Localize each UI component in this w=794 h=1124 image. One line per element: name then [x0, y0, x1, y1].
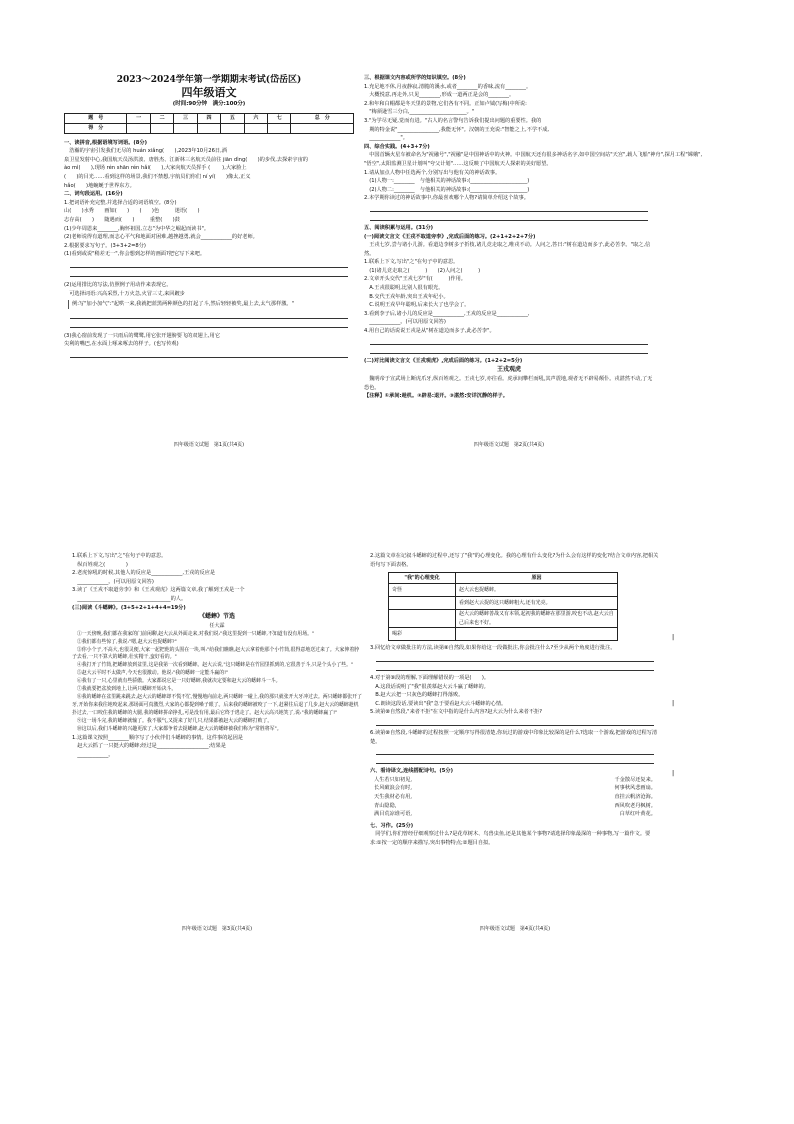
score-header-cell: 四 — [197, 113, 220, 123]
exam-page-3 — [72, 546, 362, 938]
subject-title: 四年级语文 — [181, 86, 237, 99]
text-line: 6.读第⑩自然段,斗蟋蟀的过程按照一定顺序写得很清楚,你玩过的游戏中印象比较深的是什么?选取一个游戏,把游戏的过程写清楚。 — [370, 729, 658, 745]
table-cell: 喝彩 — [389, 628, 456, 641]
table-header-cell: 原因 — [456, 573, 618, 584]
text-line: 2.文章开头交代"王戎七岁"有( )作用。 — [364, 276, 466, 283]
text-line: A.王戎很聪明,比别人很有眼光。 — [364, 285, 444, 292]
poem-line-left[interactable]: 长风破浪会有时, — [374, 785, 412, 792]
text-line: (二)对比阅读文言文《王戎观虎》,完成后面的练习。(1+2+2=5分) — [364, 357, 523, 364]
table-row — [389, 610, 618, 628]
text-line: "梅须逊雪三分白,______________________。" — [364, 109, 475, 116]
classical-title: 王戎观虎 — [496, 366, 521, 374]
poem-line-right[interactable]: 直挂云帆济沧海。 — [614, 793, 656, 800]
text-line: 2.老虎惊吼的时候,其他人的反应是____________,王戎的反应是 — [72, 570, 216, 577]
poem-line-right[interactable]: 千金散尽还复来。 — [614, 776, 656, 783]
answer-line — [376, 663, 654, 671]
score-header-cell: 五 — [221, 113, 244, 123]
text-line: ⑩这以后,我们斗蟋蟀的兴趣更浓了,大家都争着去捉蟋蟀,赵大云的蟋蟀被我们称为"常胜将军"。 — [72, 725, 282, 732]
poem-line-right[interactable]: 何事秋风悲画扇。 — [614, 785, 656, 792]
score-table — [64, 113, 354, 134]
page4-section-c — [370, 674, 660, 717]
text-line: ____________。 — [72, 751, 114, 758]
text-line: (1)少年周恩来________,胸怀祖国,立志"为中华之崛起而读书"。 — [64, 225, 210, 232]
page3-section-a — [72, 552, 362, 612]
page-footer: 四年级语文试题 第4页(共4页) — [479, 926, 551, 933]
score-header-cell: 六 — [244, 113, 267, 123]
text-line: (三)阅读《斗蟋蟀》。(3+5+2+1+4+4=19分) — [72, 604, 186, 611]
score-cell[interactable] — [268, 123, 291, 133]
text-line: 四、综合实践。(4+3+7分) — [364, 143, 430, 150]
exam-page-1 — [64, 62, 354, 454]
score-header-cell: 总 分 — [291, 113, 354, 123]
text-line: ____________________________________的人。 — [72, 595, 187, 602]
poem-matching — [374, 776, 656, 819]
text-line: 一、读拼音,根据语境写词语。(8分) — [64, 139, 147, 146]
text-line: 志存高( ) 随遇而( ) 重整( )鼓 — [64, 216, 180, 223]
text-line: 浩瀚的宇宙引发我们无尽的 huán xiǎng( ),2023年10月26日,酒 — [64, 148, 227, 155]
answer-line — [370, 204, 648, 212]
text-line: ①一天傍晚,我们都在我家的门前闲聊,赵大云从外面走来,对我们说:"我这里捉到一只蟋蟀,不知道有没有用场。" — [72, 630, 315, 637]
exam-page-2 — [364, 62, 703, 454]
answer-line — [376, 654, 654, 662]
text-line: 3.回忆给文章做批注的方法,读第⑧自然段,如果你给这一段做批注,你会批注什么?至少从两个角度进行批注。 — [370, 645, 616, 652]
time-info: (时间:90分钟 满分:100分) — [172, 101, 246, 107]
text-line: 2.本学期你读过的神话故事中,你最喜欢哪个人物?请简单介绍这个故事。 — [364, 195, 529, 202]
text-line: 3.读了《王戎不取道旁李》和《王戎观虎》这两篇文章,我了解到王戎是一个 — [72, 587, 245, 594]
poem-line-left[interactable]: 天生我材必有用, — [374, 793, 412, 800]
classical-note: 【注释】①承间:趁机。②辟易:退开。③湛然:安详沉静的样子。 — [364, 393, 508, 400]
text-line: C.说明王戎早年聪明,后来长大了也学会了。 — [364, 302, 470, 309]
binding-mark: | — [672, 770, 675, 777]
page4-section-e — [370, 767, 660, 776]
poem-line-left[interactable]: 满目荒凉谁可语, — [374, 811, 412, 818]
text-line: hǎo( )地蜿蜒于世界东方。 — [64, 182, 135, 189]
table-cell[interactable] — [389, 597, 456, 610]
example-text: 例:写"加小加气":"起哄一来,我就把蓝黑两种颜色的打起了斗,然后轻轻被奖,最上去,太气那样激。" — [68, 300, 350, 309]
story-author: 任大霖 — [209, 623, 225, 630]
score-row-label: 得 分 — [65, 123, 127, 133]
page2-section-b — [364, 224, 654, 336]
text-line: C.朗读这段话,要读出"我"急于要看赵大云斗蟋蟀的心情。 — [370, 700, 507, 707]
score-header-cell: 一 — [127, 113, 150, 123]
text-line: 二、词句段运用。(16分) — [64, 191, 123, 198]
text-line: 赵大云抓了一只挺大的蟋蟀;经过是____________________;结果是 — [72, 743, 226, 750]
text-line: (1)诸儿竞走取之( ) (2)人问之( ) — [364, 267, 481, 274]
answer-line — [70, 260, 348, 268]
text-line: (2)老师说得有道理,而志心平气和地面对困难,越挫越勇,就会____________的好老师。 — [64, 234, 258, 241]
exam-page-4 — [370, 546, 660, 938]
text-line: 纵百姓观之( ) — [72, 561, 128, 568]
text-line: "悟空",太阳监测卫星计划叫"夸父计划"……这反映了中国航天人探索的美好愿望。 — [364, 160, 552, 167]
text-line: 2.根据要求写句子。(3+3+2=8分) — [64, 242, 146, 249]
text-line: 三、根据课文内容或所学的知识填空。(8分) — [364, 75, 466, 81]
text-line: 泉卫星发射中心,我国航天员汤洪波、唐胜杰、江新林三名航天员前往 jiān dìng( )的步伐,去探索宇宙的 — [64, 156, 308, 163]
text-line: 可选择词语:兴高采烈,十万火急,火冒三丈,来回踱步 — [64, 290, 185, 297]
score-header-cell: 七 — [268, 113, 291, 123]
text-line: ____________。(可以用原文回答) — [364, 319, 446, 326]
story-title: 《蟋蟀》节选 — [198, 613, 235, 621]
text-line: 山( )水秀 画如( ) ( )色 迷语( ) — [64, 208, 216, 215]
text-line: ____________"。 — [364, 135, 408, 142]
text-line: ⑤赵大云平时不太做声,今天也很激动。他说:"我的蟋蟀一定能斗赢的!" — [72, 670, 229, 677]
score-header-cell: 题 号 — [65, 113, 127, 123]
text-line: 1.联系上下文,写出"之"在句子中的意思。 — [364, 259, 459, 266]
score-cell[interactable] — [174, 123, 197, 133]
answer-line — [370, 346, 648, 354]
poem-line-left[interactable]: 人生若只如初见, — [374, 776, 412, 783]
answer-line — [370, 213, 648, 221]
table-row — [389, 628, 618, 641]
text-line: A.这段话说明了"我"很羡慕赵大云斗赢了蟋蟀的。 — [370, 683, 489, 690]
page-footer: 四年级语文试题 第3页(共4页) — [181, 926, 253, 933]
text-line: 4.用自己的话说说王戎是从"树在道边而多子,此必苦李"。 — [364, 328, 495, 335]
text-line: ⑦我就要把盆放到地上,让两只蟋蟀开始决斗。 — [72, 686, 177, 693]
table-header-cell: "我"的心理变化 — [389, 573, 456, 584]
score-header-cell: 三 — [174, 113, 197, 123]
text-line: 王戎七岁,尝与诸小儿游。看道边李树多子折枝,诸儿竞走取之,唯戎不动。人问之,答曰:"树在道边而多子,此必苦李。"取之,信然。 — [364, 242, 651, 257]
table-row — [389, 597, 618, 610]
text-line: 3.看到李子后,诸小儿的反应是____________,王戎的反应是____________, — [364, 310, 530, 317]
answer-line — [70, 311, 348, 319]
page-footer: 四年级语文试题 第2页(共4页) — [473, 442, 545, 449]
text-line: B.交代王戎年龄,突出王戎年纪小。 — [364, 293, 449, 300]
text-line: 2.这篇文章在记叙斗蟋蟀的过程中,还写了"我"的心理变化。我的心理有什么变化?为什么会有这样的变化?结合文章内容,把相关语句写下面表格。 — [370, 553, 659, 568]
table-cell: 看到赵大云捉的这只蟋蟀粗大,还有光亮。 — [456, 597, 618, 610]
text-line: ⑥我有了一只,心里就有些骄傲。大家都说它是一只好蟋蟀,我就决定要和赵大云的蟋蟀斗一斗。 — [72, 678, 281, 685]
text-line: ⑧我的蟋蟀在盆里跳来跳去,赵大云的蟋蟀却不慌不忙,慢慢地向前走,两只蟋蟀一碰上,我的那只就张开大牙冲过去。两只蟋蟀都张开了牙,开始你来我往地咬起来,那场面可真激烈,大家的心都提到嗓子眼了。后来我的蟋蟀被咬了一下,赶紧往后退了几步,赵大云的蟋蟀趁机扑过去,一口咬住我的蟋蟀的大腿,我的蟋蟀拼命挣扎,可是没有用,最后它终于逃走了。赵大云高兴地笑了,说:"我的蟋蟀赢了!" — [72, 694, 362, 716]
page2-section-c — [364, 357, 654, 366]
score-cell[interactable] — [150, 123, 173, 133]
table-cell: 奇怪 — [389, 584, 456, 597]
page1-section-a — [64, 139, 354, 259]
score-cell[interactable] — [221, 123, 244, 133]
page1-section-c — [64, 332, 354, 349]
text-line: (1)人物一:________ 与他相关的神话故事:(______________________) — [364, 178, 530, 185]
score-cell[interactable] — [244, 123, 267, 133]
text-line: (2)运用排比的写法,仿照例子用动作来表现它。 — [64, 281, 172, 288]
poem-line-right[interactable]: 白草红叶黄花。 — [619, 811, 656, 818]
text-line: ào mì( ),现场 rén shān rén hǎi( ),大家向航天员挥手 ( ),大家脸上 — [64, 165, 247, 172]
score-header-cell: 二 — [150, 113, 173, 123]
text-line: 5.读第⑩自然段,"来者不拒"在文中指的是什么内容?赵大云为什么来者不拒? — [370, 709, 542, 716]
text-line: ⑨这一场斗完,我的蟋蟀就输了。我不服气,又捉来了好几只,结果都被赵大云的蟋蟀打败了。 — [72, 717, 273, 724]
text-line: 尖利的嘴巴,在水面上啄来啄去的样子。(也写传观) — [64, 341, 179, 348]
page2-section-a — [364, 74, 703, 203]
text-line: (一)阅读文言文《王戎不取道旁李》,完成后面的练习。(2+1+2+2+7分) — [364, 233, 536, 240]
text-line: 同学们,你们曾经仔细观察过什么?是花草树木、鸟兽虫鱼,还是其他某个事物?请选择印象最深的一种事物,写一篇作文。要求:①按一定的顺序来描写,突出事物特点;②题目自拟。 — [370, 831, 651, 846]
table-row — [389, 584, 618, 597]
poem-line-right[interactable]: 西风吹老丹枫树。 — [614, 802, 656, 809]
emotion-table — [388, 572, 618, 641]
text-line: 大概悦意,再走外,只见________,形成一道两正是会的________。 — [364, 92, 515, 99]
table-cell[interactable] — [456, 628, 618, 641]
text-line: 3."为学尽无疑,觉而有进。"古人的名言警句告诉我们提出问题的重要性。我的 — [364, 117, 542, 124]
table-cell: 赵大云的蟋蟀善战又有本领,起初我的蟋蟀在那里游,咬也不动,赵大云自己后来也不好。 — [456, 610, 618, 628]
text-line: 七、习作。(25分) — [370, 822, 414, 829]
table-cell[interactable] — [389, 610, 456, 628]
answer-line — [376, 747, 654, 755]
page4-section-a — [370, 552, 660, 569]
text-line: 1.把词语补充完整,并选择合适的词语填空。(8分) — [64, 199, 177, 206]
text-line: 1.充足地不休,月夜静寂,清脆的溪水,或者________的香味,流有________。 — [364, 83, 532, 90]
text-line: ____________。(可以用原文回答) — [72, 578, 154, 585]
text-line: (1)看到或说"稍差无一",你会想到怎样的画面?把它写下来吧。 — [64, 251, 206, 258]
classical-text: 魏明帝于宣武场上断虎爪牙,纵百姓观之。王戎七岁,亦往看。虎承间攀栏而吼,其声震地,观者无不辟易颠仆。戎湛然不动,了无恐色。 — [364, 376, 653, 391]
answer-line — [70, 350, 348, 358]
text-line: (3)我心窗前发现了一只雨后的鹭鹭,用它张开翅膀要飞的双翅上,用它 — [64, 332, 220, 339]
text-line: 1.这篇课文按照________顺序写了小伙伴们斗蟋蟀的事情。这件事的起因是 — [72, 734, 243, 741]
page1-section-b — [64, 281, 354, 298]
binding-mark: | — [672, 700, 675, 707]
text-line: 2.和年和白帽都是冬天里的景物,它们各有不同。正如卢钺(写梅)中所说: — [364, 100, 527, 107]
page4-section-f — [370, 822, 660, 848]
binding-mark: | — [672, 634, 675, 641]
table-cell: 赵大云也捉蟋蟀。 — [456, 584, 618, 597]
text-line: B.赵大云把一只灰色的蟋蟀打得落败。 — [370, 692, 464, 699]
text-line: (2)人物二:________ 与他相关的神话故事:(______________________) — [364, 186, 530, 193]
story-text — [72, 631, 362, 734]
page-footer: 四年级语文试题 第1页(共4页) — [173, 442, 245, 449]
text-line: 1.请从加点人物中任选两个,分别写出与他有关的神话故事。 — [364, 169, 501, 176]
answer-line — [370, 337, 648, 345]
text-line: 1.联系上下文,写出"之"在句子中的意思。 — [72, 553, 167, 559]
text-line: 4.对于第⑨段的理解,下面理解错误的一项是( )。 — [370, 674, 490, 681]
page4-section-b — [370, 644, 660, 653]
score-cell[interactable] — [197, 123, 220, 133]
text-line: 中国首辆火星车被命名为"祝融号","祝融"是中国神话中的火神。中国航天还有很多神话名字,如中国空间站"天宫",载人飞船"神舟",探月工程"嫦娥", — [364, 152, 703, 159]
text-line: ④我打开了竹筒,把蟋蟀放到盆里,这是我第一次看到蟋蟀。赵大云说,"这只蟋蟀是在竹园里抓到的,它很善于斗,只是个头小了些。" — [72, 662, 354, 669]
text-line: 五、阅读积累与运用。(31分) — [364, 224, 434, 231]
text-line: 期的特金说"________________,我能无怀"。汉朝的王充说:"智能之上,不学不成, — [364, 126, 550, 133]
answer-line — [376, 756, 654, 764]
page4-section-d — [370, 729, 660, 746]
answer-line — [70, 320, 348, 328]
answer-line — [70, 269, 348, 277]
text-line: 六、看诗译文,连线搭配诗句。(5分) — [370, 768, 453, 775]
poem-line-left[interactable]: 青山隐隐, — [374, 802, 397, 809]
exam-title: 2023～2024学年第一学期期末考试(岱岳区) — [116, 75, 302, 85]
text-line: ( )的目光……看到这样的场景,我们不禁想,宇航员们你们 ní yí( )像太,正义 — [64, 173, 251, 180]
answer-line — [376, 718, 654, 726]
page3-questions — [72, 734, 362, 760]
text-line: ②我们都有些惊了,我说:"嗯,赵大云也捉蟋蟀?" — [72, 638, 177, 645]
score-cell[interactable] — [127, 123, 150, 133]
text-line: ③你小个子,不高大,也很灵便,大家一起把他的头围在一块,叫:"给我们瞧瞧,赵大云拿着他那个小竹筒,很得意地送过来了。大家伸着脖子去看,一只不算大的蟋蟀,壮实精干,蛮好看的。" — [72, 646, 360, 661]
score-cell[interactable] — [291, 123, 354, 133]
